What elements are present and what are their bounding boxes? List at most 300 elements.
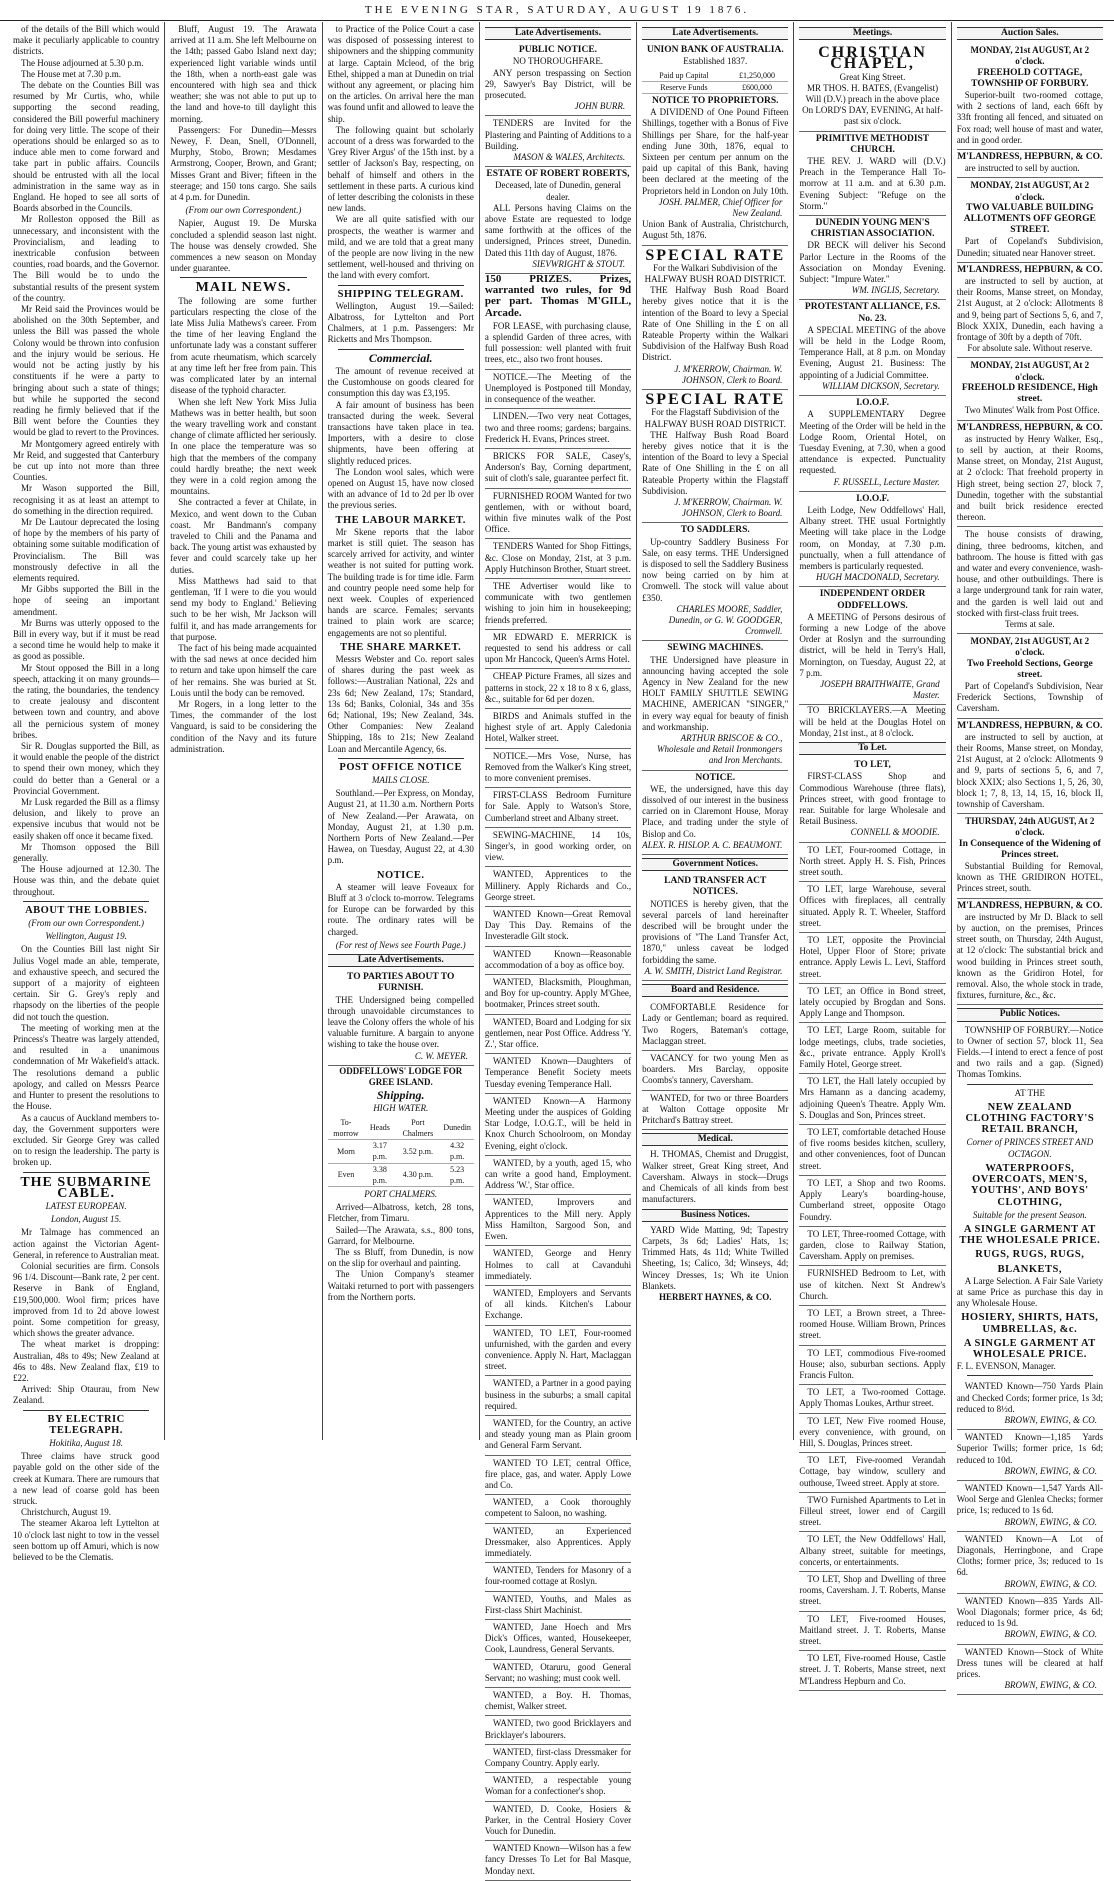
paragraph: Mr Thomson opposed the Bill generally.: [13, 841, 160, 864]
divider: [23, 1410, 149, 1411]
auction-date: THURSDAY, 24th AUGUST, At 2 o'clock.: [965, 816, 1095, 838]
divider: [338, 285, 464, 286]
auction-ad: [957, 814, 1103, 898]
divider: [338, 758, 464, 759]
classified-ad: WANTED, Blacksmith, Ploughman, and Boy for up-country. Apply M'Ghee, bootmaker, Princes street south.: [485, 975, 631, 1015]
paragraph: A fair amount of business has been transacted during the week. Several transactions have taken place in tea. Importers, with a desire to close shipments, have been offering at slightly reduced prices.: [327, 399, 474, 466]
high-water-heading: HIGH WATER.: [373, 1103, 429, 1114]
paragraph: The House adjourned at 5.30 p.m.: [21, 57, 144, 68]
to-let-ad: TO LET, Shop and Dwelling of three rooms, Caversham. J. T. Roberts, Manse street.: [799, 1572, 945, 1612]
paragraph: The wheat market is dropping: Australian, 48s to 49s; New Zealand at 46s to 48s. New Zealand flax, £19 to £22.: [13, 1339, 160, 1383]
ioof-text: A SUPPLEMENTARY Degree Meeting of the Order will be held in the Lodge Room, Oriental Hotel, on Tuesday Evening, at 7.30, when a good attendance is expected. Punctuality requested.: [799, 409, 946, 476]
table-cell: 3.38 p.m.: [364, 1163, 395, 1186]
notice-signature: ALEX. R. HISLOP. A. C. BEAUMONT.: [642, 839, 783, 850]
divider: [338, 349, 464, 350]
auction-title: M'LANDRESS, HEPBURN, & CO.: [957, 152, 1103, 163]
auction-title: M'LANDRESS, HEPBURN, & CO.: [957, 422, 1103, 433]
ymca-text: DR BECK will deliver his Second Parlor Lecture in the Rooms of the Association on Monday Evening. Subject: "Impure Water.": [799, 240, 946, 285]
union-bank-ad: [642, 43, 788, 245]
divider: [23, 1172, 149, 1173]
table-cell: 4.32 p.m.: [440, 1140, 473, 1163]
brown-ewing-ad: [957, 1481, 1103, 1532]
auction-text: are instructed to sell by auction.: [964, 163, 1080, 174]
auction-ad: [957, 527, 1103, 634]
land-transfer-title: LAND TRANSFER ACT NOTICES.: [664, 876, 767, 898]
paragraph: of the details of the Bill which would make it peculiarly applicable to country districts.: [13, 24, 160, 57]
paragraph: to Practice of the Police Court a case was disposed of possessing interest to shipowners and the shipping community at large. Captain Mcleod, of the brig Ethel, shipped a man at Dunedin on trial without any agreement, or placing him on the articles. On arrival here the man was found unfit and allowed to leave the ship.: [327, 24, 474, 124]
board-ad: VACANCY for two young Men as boarders. Mrs Barclay, opposite Coombs's tannery, Caversham.: [642, 1051, 788, 1091]
blankets: BLANKETS,: [997, 1263, 1062, 1275]
table-row: [328, 1117, 474, 1140]
ad-signature: MASON & WALES, Architects.: [513, 152, 626, 163]
auction-text: Part of Copeland's Subdivision, Near Frederick Sections, Township of Caversham.: [956, 680, 1103, 714]
at-the: AT THE: [1014, 1087, 1046, 1098]
paragraph: Mr Lusk regarded the Bill as a flimsy delusion, and likely to prove an expensive incubus that would not be easily shaken off once it became fixed.: [13, 797, 160, 841]
shipping-heading: Shipping.: [376, 1088, 425, 1103]
ad-text: WANTED Known—750 Yards Plain and Checked Cords; former price, 1s 3d; reduced to 8½d.: [956, 1381, 1103, 1414]
protestant-title: PROTESTANT ALLIANCE, F.S. No. 23.: [804, 302, 941, 324]
furnish-ad-title: TO PARTIES ABOUT TO FURNISH.: [347, 972, 455, 994]
column-notices: [637, 22, 794, 1440]
to-let-ad: TO LET, Five-roomed House, Castle street. J. T. Roberts, Manse street, next M'Landress Hepburn and Co.: [799, 1651, 945, 1691]
column-parliament: [8, 22, 165, 1563]
ad-title: ESTATE OF ROBERT ROBERTS,: [486, 169, 630, 180]
public-notices-heading: Public Notices.: [957, 1008, 1103, 1021]
paragraph: Passengers: For Dunedin—Messrs Newey, F. Dean, Snell, O'Donnell, Murphy, Stobo, Brown; Mesdames Armstrong, Cooper, Brown, and Grant; Misses Grant and Biver; fifteen in the steerage; and 150 tons cargo. She sails at 4 p.m. for Dunedin.: [170, 124, 317, 203]
paragraph: Bluff, August 19. The Arawata arrived at 11 a.m. She left Melbourne on the 14th; passed Gabo Island next day; experienced light variable winds until the 18th, when a north-east gale was encountered with high sea and thick weather; she was not able to put up to the land and hove-to till daylight this morning.: [170, 24, 317, 124]
ad-signature: BROWN, EWING, & CO.: [1004, 1414, 1097, 1425]
classified-ad: SEWING-MACHINE, 14 10s, Singer's, in good working order, on view.: [485, 828, 631, 868]
auction-text: are instructed by Mr D. Black to sell by auction, on the premises, Princes street south, on Thursday, 24th August, at 12 o'clock: The substantial brick and wood building in Princes street south, known as the Gridiron Hotel, for removal. Also, the whole stock in trade, fixtures, furniture, &c., &c.: [956, 911, 1103, 1001]
auction-title: In Consequence of the Widening of Princes street.: [958, 838, 1101, 860]
shipping-telegram: Wellington, August 19.—Sailed: Albatross, for Lyttelton and Port Chalmers, at 1 p.m. Passengers: Mr Ricketts and Mrs Thompson.: [327, 300, 474, 345]
table-cell: £1,250,000: [726, 70, 789, 82]
classified-ad: WANTED, by a youth, aged 15, who can write a good hand, Employment. Address 'W.', Star office.: [485, 1156, 631, 1196]
parliament-report: [13, 24, 159, 898]
post-office-notice: Southland.—Per Express, on Monday, August 21, at 11.30 a.m. Northern Ports of New Zealand.—Per Arawata, on Monday, August 21, at 1.30 p.m. Northern Ports of New Zealand.—Per Hawea, on Tuesday, August 22, at 4.30 p.m.: [327, 788, 474, 866]
government-notices-heading: Government Notices.: [642, 858, 788, 871]
ad-subtitle: Deceased, late of Dunedin, general dealer.: [495, 180, 621, 202]
notice-ad: [485, 167, 631, 274]
dissolution-notice: [642, 771, 788, 855]
union-bank-text: A DIVIDEND of One Pound Fifteen Shillings, together with a Bonus of Five Shillings per Share, for the half-year ending June 30th, 1876, equal to Sixteen per centum per annum on the paid up capital of this Bank, having been declared at the meeting of the Proprietors held in London on July 10th.: [642, 107, 789, 196]
waterproofs: WATERPROOFS, OVERCOATS, MEN'S, YOUTHS', AND BOYS' CLOTHING,: [970, 1162, 1089, 1208]
furnish-ad-signature: C. W. MEYER.: [414, 1050, 468, 1061]
land-transfer-text: NOTICES is hereby given, that the several parcels of land hereinafter described will be brought under the provisions of "The Land Transfer Act, 1870," unless caveat be lodged forbidding the same.: [642, 898, 789, 965]
ad-signature: BROWN, EWING, & CO.: [1004, 1465, 1097, 1476]
auction-title: Two Freehold Sections, George street.: [966, 658, 1093, 680]
to-let-heading: To Let.: [799, 742, 945, 755]
commercial-heading: Commercial.: [368, 350, 433, 365]
classified-ad: WANTED, a Partner in a good paying business in the suburbs; a small capital required.: [485, 1376, 631, 1416]
auction-date: MONDAY, 21st AUGUST, At 2 o'clock.: [970, 360, 1090, 382]
special-rate-title: SPECIAL RATE: [645, 246, 786, 264]
mails-close-subheading: MAILS CLOSE.: [371, 775, 430, 785]
local-news: [328, 24, 474, 282]
saddlers-text: Up-country Saddlery Business For Sale, on easy terms. THE Undersigned is disposed to sell the Saddlery Business now being carried on by him at Cromwell. The stock will value about £350.: [642, 536, 789, 603]
furnish-ad-text: THE Undersigned being compelled through unavoidable circumstances to leave the Colony offers the whole of his valuable furniture. A bargain to anyone wishing to take the house over.: [327, 994, 474, 1050]
auction-ad: [957, 178, 1103, 262]
to-let-ad: TO LET, the Hall lately occupied by Mrs Hamann as a dancing academy, adjoining Queen's Theatre. Apply Wm. S. Douglas and Son, Princes street.: [799, 1074, 945, 1125]
auction-text: are instructed to sell by auction, at their Rooms, Manse street, on Monday, 21st August, at 2 o'clock: Allotments 9 and 9, parts of sections 5, 6, and 7, block XXIX; also Sections 1, 5, 26, 30, block 1; 7, 8, 13, 14, 15, 16, block II, township of Caversham.: [956, 731, 1103, 809]
auction-sales-heading: Auction Sales.: [957, 27, 1103, 40]
ad-text: WANTED Known—1,185 Yards Superior Twills; former price, 1s 6d; reduced to 10d.: [956, 1432, 1103, 1465]
auction-text: Superior-built two-roomed cottage, with 2 sections of land, each 66ft by 33ft fronting all fenced, and situated on Fox road; well house of mast and water, and in good order.: [956, 90, 1103, 145]
auction-terms: Terms at sale.: [1005, 618, 1055, 629]
share-market-report: Messrs Webster and Co. report sales of shares during the past week as follows:—Australian National, 22s and 23s 6d; New Zealand, 17s; Standard, 13s 6d; Banks, Colonial, 34s and 35s 6d; National, 19s; New Zealand, 34s. Other Companies: New Zealand Shipping, 18s to 21s; New Zealand Loan and Mercantile Agency, 6s.: [327, 653, 474, 754]
commercial-report: [328, 366, 474, 512]
saddlers-title: TO SADDLERS.: [680, 525, 750, 536]
paragraph: Mr Reid said the Provinces would be abolished on the 30th September, and unless the Bill was passed the whole Colony would be thrown into confusion and the injury would be serious. He would not be acting justly by his constituents if he were a party to bringing about such a state of things; but while he supported the second reading he firmly believed that if the Bill went before the Counties they would be glad to revert to the Provinces.: [13, 304, 160, 438]
special-rate-walkari: [642, 246, 788, 390]
lobbies-report: [13, 944, 159, 1168]
ad-signature: JOHN BURR.: [574, 101, 626, 112]
to-let-ad: TO LET, an Office in Bond street, lately occupied by Brogdan and Sons. Apply Lange and Thompson.: [799, 984, 945, 1024]
land-transfer-signature: A. W. SMITH, District Land Registrar.: [644, 965, 783, 976]
paragraph: Mr Gibbs supported the Bill in the hope of seeing an important amendment.: [13, 584, 160, 617]
ad-text: WANTED Known—Stock of White Dress tunes will be cleared at half prices.: [956, 1646, 1103, 1680]
cable-dateline: London, August 15.: [50, 1214, 122, 1225]
notice-text: WE, the undersigned, have this day dissolved of our interest in the business carried on in Claremont House, Moray Place, and trading under the style of Bislop and Co.: [642, 783, 789, 839]
divider: [23, 901, 149, 902]
ad-signature: BROWN, EWING, & CO.: [1004, 1680, 1097, 1691]
furnish-ad: [328, 970, 474, 1066]
auction-title: FREEHOLD COTTAGE, TOWNSHIP OF FORBURY.: [971, 67, 1089, 89]
auction-title: TWO VALUABLE BUILDING ALLOTMENTS OFF GEORGE STREET.: [963, 202, 1096, 236]
paragraph: Mr De Lautour deprecated the losing of hope by the members of his party of obtaining some suitable modification of Provincialism. The Bill was monstrously defective in all the elements required.: [13, 516, 160, 583]
auction-title: FREEHOLD RESIDENCE, High street.: [961, 382, 1098, 405]
classified-ad: WANTED Known—Great Removal Day This Day. Remains of the Investeradle Gilt stock.: [485, 907, 631, 947]
table-row: [642, 70, 788, 82]
ad-text: ALL Persons having Claims on the above Estate are requested to lodge same forthwith at the offices of the undersigned, Princes street, Dunedin. Dated this 11th day of August, 1876.: [484, 202, 632, 258]
primitive-methodist-ad: [799, 132, 945, 216]
union-bank-notice: NOTICE TO PROPRIETORS.: [652, 96, 779, 107]
union-bank-date: Union Bank of Australia, Christchurch, August 5th, 1876.: [642, 219, 789, 241]
classified-ad: NOTICE.—Mrs Vose, Nurse, has Removed from the Walker's King street, to more convenient premises.: [485, 749, 631, 789]
classified-ad: BRICKS FOR SALE, Casey's, Anderson's Bay, Corning department, suit of cloth's sale, guarantee perfect fit.: [485, 449, 631, 489]
paragraph: On the Counties Bill last night Sir Julius Vogel made an able, temperate, and exhaustive speech, and secured the support of a majority of eighteen certain. Sir G. Grey's reply and rhapsody on the liberties of the people did not touch the question.: [13, 944, 160, 1022]
ioof-text: Leith Lodge, New Oddfellows' Hall, Albany street. THE usual Fortnightly Meeting will take place in the Lodge room, on Monday, at 7.30 p.m. punctually, when a full attendance of members is particularly requested.: [799, 504, 946, 571]
paragraph: Mr Rolleston opposed the Bill as unnecessary, and inconsistent with the Provincialism, and leading to inextricable confusion between counties, road boards, and the Governor. The Bill would be to undo the substantial results of the present system of the country.: [13, 214, 160, 303]
classified-ad: WANTED, George and Henry Holmes to call at Cavanduhi immediately.: [485, 1246, 631, 1286]
ymca-signature: WM. INGLIS, Secretary.: [851, 285, 940, 296]
classified-ad: WANTED, two good Bricklayers and Bricklayer's labourers.: [485, 1716, 631, 1744]
ioof-leith-ad: [799, 492, 945, 588]
primitive-title: PRIMITIVE METHODIST CHURCH.: [815, 133, 930, 155]
sewing-text: THE Undersigned have pleasure in announcing having accepted the sole Agency in New Zealand for the new HOLT FAMILY SHUTTLE SEWING MACHINE, AMERICAN "SINGER," in every way equal for beauty of finish and workmanship.: [642, 654, 789, 732]
board-ads: [642, 1000, 788, 1130]
auction-text: are instructed to sell by auction, at their Rooms, Manse street, on Monday, 21st August, at 2 o'clock: Allotments 8 and 9, being part of Sections 5, 6, and 7, Block XXIX, Dunedin, each having a frontage of 30ft by a depth of 70ft.: [956, 276, 1103, 343]
to-let-ad: TWO Furnished Apartments to Let in Filleul street, lower end of Cargill street.: [799, 1493, 945, 1533]
paragraph: As a caucus of Auckland members to-day, the Government supporters were excluded. Sir George Grey was called on to resign the leadership. The party is broken up.: [13, 1112, 160, 1168]
union-bank-capital: [642, 70, 788, 94]
classified-ad: FOR LEASE, with purchasing clause, a splendid Garden of three acres, with full possession: well planted with fruit trees, etc., also two front houses.: [485, 319, 631, 370]
notice-ad: [485, 116, 631, 167]
paragraph: Mr Wason supported the Bill, recognising it as at least an attempt to do something in the direction required.: [13, 483, 160, 516]
own-correspondent: (From our own Correspondent.): [185, 205, 302, 216]
brown-ewing-ad: [957, 1430, 1103, 1481]
classified-ad: WANTED, Apprentices to the Millinery. Apply Richards and Co., George street.: [485, 867, 631, 907]
classified-ad: WANTED, Board and Lodging for six gentlemen, near Post Office. Address 'Y. Z.', Star office.: [485, 1015, 631, 1055]
classified-ad: WANTED, Jane Hoech and Mrs Dick's Offices, wanted, Housekeeper, Cook, Laundress, General Servants.: [485, 1620, 631, 1660]
column-news: [165, 22, 322, 1440]
auction-title: M'LANDRESS, HEPBURN, & CO.: [957, 720, 1103, 731]
column-auctions: [952, 22, 1108, 1691]
suitable-season: Suitable for the present Season.: [972, 1209, 1087, 1220]
single-garment-2: A SINGLE GARMENT AT WHOLESALE PRICE.: [963, 1337, 1096, 1360]
special-rate-text: THE Halfway Bush Road Board hereby gives notice that it is the intention of the Board to levy a Special Rate of One Shilling in the £ on all Rateable Property within the Walkari Subdivision of the Halfway Bush Road District.: [642, 285, 789, 363]
lobbies-dateline: Wellington, August 19.: [45, 931, 127, 942]
ioof-title: I.O.O.F.: [856, 398, 889, 409]
sewing-title: SEWING MACHINES.: [667, 643, 764, 654]
classified-ad: WANTED, a Boy. H. Thomas, chemist, Walker street.: [485, 1688, 631, 1716]
auction-ad: [957, 150, 1103, 178]
paragraph: She contracted a fever at Chilate, in Mexico, and went down to the Cuban coast. Mr Bandmann's company traveled to Chili and the Panama and back. The young artist was exhausted by fever and could scarcely take up her duties.: [170, 497, 317, 575]
classified-ad: WANTED, Otaruru, good General Servant; no washing; must cook well.: [485, 1660, 631, 1688]
table-row: [328, 1140, 474, 1163]
brown-ewing-ad: [957, 1594, 1103, 1645]
ad-text: WANTED Known—A Lot of Diagonals, Herringbone, and Crape Cloths; former price, 3s; reduced to 1s 6d.: [956, 1533, 1103, 1578]
notice-title: NOTICE.: [695, 772, 736, 783]
special-rate-subtitle: For the Flagstaff Subdivision of the HALFWAY BUSH ROAD DISTRICT.: [644, 407, 786, 429]
bluff-report: [170, 24, 316, 203]
ioof-title: I.O.O.F.: [856, 493, 889, 504]
classified-ad: WANTED Known—Reasonable accommodation of a boy as office boy.: [485, 947, 631, 975]
classified-ad: WANTED, Tenders for Masonry of a four-roomed cottage at Roslyn.: [485, 1563, 631, 1591]
telegraph-heading: BY ELECTRIC TELEGRAPH.: [47, 1413, 125, 1436]
ioof-ad: [799, 396, 945, 492]
ymca-ad: [799, 216, 945, 300]
special-rate-subtitle: For the Walkari Subdivision of the HALFWAY BUSH ROAD DISTRICT.: [644, 262, 786, 285]
to-let-ad: TO LET, large Warehouse, several Offices with fireplaces, all centrally situated. Apply R. T. Wheeler, Stafford street.: [799, 882, 945, 933]
auction-date: MONDAY, 21st AUGUST, At 2 o'clock.: [970, 45, 1090, 67]
board-residence-heading: Board and Residence.: [642, 984, 788, 997]
labour-market-report: Mr Skene reports that the labor market is still quiet. The season has scarcely arrived for activity, and winter weather is not suited for putting work. The building trade is for time idle. Farm and country people need some help for next week. Couples of experienced hands are scarce. Females; servants trained to plain work are scarce; engagements are not so plentiful.: [327, 526, 474, 638]
paragraph: The debate on the Counties Bill was resumed by Mr Curtis, who, while supporting the second reading, considered the Bill powerful machinery for doing very little. The scope of their operations should be enlarged so as to induce able men to come forward and take part in public affairs. Councils should be entrusted with all the local administration in the same way as in England. He hoped to see all sorts of Boards absorbed in the Councils.: [13, 80, 160, 214]
business-ad: YARD Wide Matting, 9d; Tapestry Carpets, 3s 6d; Ladies' Hats, 1s; Trimmed Hats, 4s 11d; White Twilled Sheeting, 1s; Calico, 3d; Winseys, 4d; Wincey Dresses, 1s; Wh ite Union Blankets.: [642, 1224, 789, 1291]
auction-ad: [957, 719, 1103, 815]
ioof-signature: HUGH MACDONALD, Secretary.: [816, 572, 940, 583]
notice-ad: [485, 43, 631, 116]
classified-ad: WANTED, TO LET, Four-roomed unfurnished, with the garden and every convenience. Apply N. Hart, Maclaggan street.: [485, 1326, 631, 1377]
board-ad: WANTED, for two or three Boarders at Walton Cottage opposite Mr Pritchard's Battray street.: [642, 1091, 788, 1131]
port-chalmers-report: [328, 1202, 474, 1303]
paragraph: The House met at 7.30 p.m.: [21, 68, 121, 79]
classified-ad: WANTED, Improvers and Apprentices to the Mill nery. Apply Miss Hamilton, Sargood Son, and Ewen.: [485, 1195, 631, 1246]
late-advertisements-heading: Late Advertisements.: [642, 27, 788, 40]
union-bank-established: Established 1837.: [683, 56, 748, 67]
classified-ad: FIRST-CLASS Bedroom Furniture for Sale. Apply to Watson's Store, Cumberland street and Albany street.: [485, 788, 631, 828]
manager-signature: F. L. EVENSON, Manager.: [956, 1361, 1056, 1372]
paragraph: The fact of his being made acquainted with the sad news at once decided him to return and take upon himself the care of her remains. She was buried at St. Louis until the body can be removed.: [170, 642, 317, 698]
auction-text: Substantial Building for Removal, known as THE GRIDIRON HOTEL, Princes street, south.: [956, 861, 1103, 894]
rugs: RUGS, RUGS, RUGS,: [975, 1249, 1085, 1261]
lobbies-subheading: (From our own Correspondent.): [28, 918, 145, 929]
chapel-text: MR THOS. H. BATES, (Evangelist) Will (D.V.) preach in the above place On LORD'S DAY, EVENING, At half-past six o'clock.: [802, 82, 943, 127]
primitive-text: THE REV. J. WARD will (D.V.) Preach in the Temperance Hall To-morrow at 11 a.m. and at 6.30 p.m. Evening Subject: "Refuge on the Storm.": [799, 156, 946, 211]
paragraph: When she left New York Miss Julia Mathews was in better health, but soon the weary travelling work and constant change of climate afflicted her seriously. In one place the temperature was so high that the members of the company could hardly breathe; the next week they were in a cold region among the mountains.: [170, 396, 317, 497]
board-ad: COMFORTABLE Residence for Lady or Gentleman; board as required. Two Rogers, Bateman's cottage, Maclaggan street.: [642, 1000, 788, 1051]
paragraph: We are all quite satisfied with our prospects, the weather is warmer and mild, and we are told that a great many of the people are now living in the new settlement, well-housed and thriving on the land with every comfort.: [327, 214, 474, 281]
classified-ad: FURNISHED ROOM Wanted for two gentlemen, with or without board, within five minutes walk of the Post Office.: [485, 489, 631, 540]
auction-date: MONDAY, 21st AUGUST, At 2 o'clock.: [970, 636, 1090, 658]
notice-text: A steamer will leave Foveaux for Bluff at 3 o'clock to-morrow. Telegrams for Europe can be forwarded by this route. The ordinary rates will be charged.: [327, 881, 474, 937]
classified-ad: THE Advertiser would like to communicate with two gentlemen wishing to join him in housekeeping; friends preferred.: [485, 579, 631, 630]
to-let-ad: TO LET, commodious Five-roomed House; also, suburban sections. Apply Francis Fulton.: [799, 1346, 945, 1386]
cable-subheading: LATEST EUROPEAN.: [45, 1200, 127, 1211]
ymca-title: DUNEDIN YOUNG MEN'S CHRISTIAN ASSOCIATION.: [810, 218, 935, 240]
high-water-table: [328, 1117, 474, 1187]
special-rate-signature: J. M'KERROW, Chairman. W. JOHNSON, Clerk to Board.: [674, 363, 783, 385]
table-cell: Port Chalmers: [395, 1117, 440, 1140]
brown-ewing-ad: [957, 1645, 1103, 1696]
ad-text: ANY person trespassing on Section 29, Sawyer's Bay District, will be prosecuted.: [484, 67, 632, 101]
submarine-cable-heading: THE SUBMARINE CABLE.: [20, 1174, 152, 1201]
forbury-notice: TOWNSHIP OF FORBURY.—Notice to Owner of section 57, block 11, Sea Fields.—I intend to erect a fence of post and two rails and a gap. (Signed) Thomas Tomkins.: [956, 1024, 1103, 1080]
mail-news-heading: MAIL NEWS.: [195, 280, 292, 296]
paragraph: The following are some further particulars respecting the close of the late Miss Julia Mathews's career. From the time of her leaving England the unfortunate lady was a constant sufferer from acute rheumatism, which scarcely at any time left her free from pain. This was complicated later by an internal disease of the typhoid character.: [170, 295, 317, 396]
chapel-subtitle: Great King Street.: [839, 71, 906, 82]
paragraph: Sir R. Douglas supported the Bill, as it would enable the people of the district to spend their own money, which they could do better than a General or a Provincial Government.: [13, 741, 160, 796]
independent-text: A MEETING of Persons desirous of forming a new Lodge of the above Order at Roslyn and the surrounding district, will be held in Terry's Hall, Mornington, on Tuesday, August 22, at 7 p.m.: [799, 611, 946, 678]
protestant-alliance-ad: [799, 300, 945, 396]
classified-ad: WANTED, a Cook thoroughly competent to Saloon, no washing.: [485, 1495, 631, 1523]
auction-date: MONDAY, 21st AUGUST, At 2 o'clock.: [970, 180, 1090, 202]
to-let-ad: TO LET, New Five roomed House, every convenience, with ground, on Hill, S. Douglas, Princes street.: [799, 1414, 945, 1454]
ad-signature: BROWN, EWING, & CO.: [1004, 1516, 1097, 1527]
to-let-ad: TO LET, comfortable detached House of five rooms besides kitchen, scullery, and other conveniences, foot of Duncan street.: [799, 1125, 945, 1176]
christian-chapel-ad: [799, 43, 945, 131]
to-let-ad: TO LET, a Two-roomed Cottage. Apply Thomas Loukes, Arthur street.: [799, 1385, 945, 1413]
auction-title: M'LANDRESS, HEPBURN, & CO.: [957, 900, 1103, 911]
ad-title: PUBLIC NOTICE.: [518, 45, 598, 56]
divider: [967, 1375, 1093, 1376]
share-market-heading: THE SHARE MARKET.: [340, 641, 462, 653]
brown-ewing-ads: [957, 1379, 1103, 1695]
paragraph: Mr Stout opposed the Bill in a long speech, attacking it on many grounds—the rating, the boundaries, the tendency to create jealousy and discontent between town and country, and above all the pernicious system of money bribes.: [13, 662, 160, 740]
to-let-title: TO LET,: [854, 760, 891, 771]
paragraph: Christchurch, August 19.: [21, 1507, 111, 1518]
business-notices-heading: Business Notices.: [642, 1209, 788, 1222]
paragraph: Miss Matthews had said to that gentleman, 'If I were to die you would send my body to England.' Believing such to be her wish, Mr Jackson will fulfil it, and has made arrangements for that purpose.: [170, 575, 317, 642]
classified-ad: WANTED, Employers and Servants of all kinds. Kitchen's Labour Exchange.: [485, 1286, 631, 1326]
fourth-page-note: (For rest of News see Fourth Page.): [335, 939, 466, 950]
table-cell: Dunedin: [440, 1117, 473, 1140]
classified-ads: [485, 319, 631, 1881]
classified-ad: TENDERS Wanted for Shop Fittings, &c. Close on Monday, 21st, at 3 p.m. Apply Hutchinson Brother, Stuart street.: [485, 539, 631, 579]
paragraph: Three claims have struck good payable gold on the other side of the creek at Kumara. There are rumours that a new lead of coarse gold has been struck.: [13, 1451, 160, 1506]
table-cell: 4.30 p.m.: [395, 1163, 440, 1186]
notice-heading: NOTICE.: [376, 869, 425, 881]
auction-ad: [957, 43, 1103, 150]
to-let-ad: TO LET, Four-roomed Cottage, in North street. Apply H. S. Fish, Princes street south.: [799, 843, 945, 883]
to-let-ad: TO LET, a Shop and two Rooms. Apply Leary's boarding-house, Cumberland street, opposite Otago Foundry.: [799, 1176, 945, 1227]
paragraph: The meeting of working men at the Princess's Theatre was largely attended, and resulted in a unanimous condemnation of Mr Wakefield's attack. The resolutions demand a public apology, and called on Messrs Pearce and Hunter to present the resolutions to the House.: [13, 1022, 160, 1112]
classified-ad: WANTED Known—A Harmony Meeting under the auspices of Golding Star Lodge, I.O.G.T., will be held in Knox Church Schoolroom, on Monday Evening, eight o'clock.: [485, 1094, 631, 1156]
sewing-machines-ad: [642, 641, 788, 770]
saddlers-signature: CHARLES MOORE, Saddler, Dunedin, or G. W. GOODGER, Cromwell.: [668, 603, 783, 637]
paragraph: The Union Company's steamer Waitaki returned to port with passengers from the Northern ports.: [327, 1269, 474, 1302]
masthead-title: THE EVENING STAR, SATURDAY, AUGUST 19 1876.: [364, 4, 750, 16]
classified-ad: WANTED, for the Country, an active and steady young man as Plain groom and General Farm Servant.: [485, 1416, 631, 1456]
paragraph: The ss Bluff, from Dunedin, is now on the slip for overhaul and painting.: [327, 1246, 474, 1269]
classified-ad: BIRDS and Animals stuffed in the highest style of art. Apply Caledonia Hotel, Walker street.: [485, 709, 631, 749]
column-meetings: [794, 22, 951, 1686]
table-cell: Paid up Capital: [642, 70, 726, 82]
table-cell: Heads: [364, 1117, 395, 1140]
to-let-ad: FURNISHED Bedroom to Let, with use of kitchen. Next St Andrew's Church.: [799, 1266, 945, 1306]
port-chalmers-heading: PORT CHALMERS.: [364, 1188, 438, 1199]
mail-news-report: [170, 296, 316, 755]
cable-report: [13, 1227, 159, 1406]
auction-ad: [957, 263, 1103, 359]
large-selection: A Large Selection. A Fair Sale Variety at same Price as purchase this day in any Wholesale House.: [956, 1275, 1103, 1309]
brown-ewing-ad: [957, 1532, 1103, 1594]
to-let-ads: [799, 843, 945, 1691]
ad-signature: BROWN, EWING, & CO.: [1004, 1629, 1097, 1640]
saddlers-ad: [642, 523, 788, 641]
classified-ad: WANTED, a respectable young Woman for a confectioner's shop.: [485, 1773, 631, 1801]
auction-text: Part of Copeland's Subdivision, Dunedin; situated near Hanover street.: [956, 236, 1103, 258]
divider: [180, 277, 306, 278]
special-rate-title: SPECIAL RATE: [645, 391, 786, 409]
notice-ads: [485, 43, 631, 274]
union-bank-signature: JOSH. PALMER, Chief Officer for New Zealand.: [658, 196, 783, 219]
prizes-ad: 150 PRIZES. Prizes, warranted two rules, for 9d per part. Thomas M'GILL, Arcade.: [484, 273, 632, 319]
classified-ad: WANTED, first-class Dressmaker for Company Country. Apply early.: [485, 1745, 631, 1773]
auction-ad: [957, 358, 1103, 420]
shipping-telegram-heading: SHIPPING TELEGRAM.: [337, 288, 464, 300]
union-bank-title: UNION BANK OF AUSTRALIA.: [646, 45, 784, 56]
table-cell: 3.17 p.m.: [364, 1140, 395, 1163]
paragraph: Mr Rogers, in a long letter to the Times, the commander of the lost Vanguard, is said to be considering the condition of the Navy and its future administration.: [170, 698, 317, 754]
table-row: [328, 1163, 474, 1186]
meetings-heading: Meetings.: [799, 27, 945, 40]
napier-report: Napier, August 19. De Murska concluded a splendid season last night. The house was densely crowded. She commences a new season on Monday under guarantee.: [170, 218, 317, 274]
classified-ad: WANTED TO LET, central Office, fire place, gas, and water. Apply Lowe and Co.: [485, 1456, 631, 1496]
table-cell: Even: [328, 1163, 365, 1186]
table-cell: Morn: [328, 1140, 365, 1163]
classified-ad: WANTED Known—Daughters of Temperance Benefit Society meets Tuesday evening Temperance Hall.: [485, 1054, 631, 1094]
auction-ad: [957, 899, 1103, 1006]
paragraph: Mr Montgomery agreed entirely with Mr Reid, and suggested that Canterbury be cut up into not more than three Counties.: [13, 438, 160, 483]
table-cell: Reserve Funds: [642, 81, 726, 93]
oddfellows-notice: ODDFELLOWS' LODGE FOR GREE ISLAND.: [339, 1065, 463, 1088]
ad-text: WANTED Known—1,547 Yards All-Wool Serge and Glenlea Checks; former price, 1s; reduced to 1s 6d.: [956, 1482, 1103, 1516]
medical-heading: Medical.: [642, 1133, 788, 1146]
paragraph: The following quaint but scholarly account of a dress was forwarded to the 'Grey River Argus' of the 15th inst. by a settler of Jackson's Bay, respecting, on behalf of himself and others in the settlement in these parts. A curious kind of letter describing the colonists in these new lands.: [327, 124, 474, 214]
sewing-signature: ARTHUR BRISCOE & CO., Wholesale and Retail Ironmongers and Iron Merchants.: [657, 732, 783, 766]
auction-text: Two Minutes' Walk from Post Office.: [964, 405, 1100, 416]
business-signature: HERBERT HAYNES, & CO.: [659, 1291, 772, 1302]
single-garment: A SINGLE GARMENT AT THE WHOLESALE PRICE.: [959, 1223, 1101, 1247]
classified-ad: WANTED, D. Cooke, Hosiers & Parker, in the Central Hosiery Cover Vouch for Dunedin.: [485, 1802, 631, 1842]
late-advertisements-heading: Late Advertisements.: [328, 954, 474, 967]
classified-ad: WANTED, Youths, and Males as First-class Shirt Machinist.: [485, 1592, 631, 1620]
divider: [967, 1084, 1093, 1085]
telegraph-dateline: Hokitika, August 18.: [49, 1437, 124, 1448]
ad-signature: SIEVWRIGHT & STOUT.: [532, 258, 626, 269]
independent-signature: JOSEPH BRAITHWAITE, Grand Master.: [820, 678, 940, 701]
table-cell: To-morrow: [328, 1117, 365, 1140]
land-transfer-ad: [642, 874, 788, 981]
protestant-text: A SPECIAL MEETING of the above will be held in the Lodge Room, Temperance Hall, at 8 p.m. on Monday Evening, August 21. Business: The appointing of a Judicial Committee.: [799, 324, 946, 380]
table-row: [642, 81, 788, 93]
clothing-factory-corner: Corner of PRINCES STREET AND OCTAGON.: [966, 1137, 1094, 1159]
paragraph: Arrived—Albatross, ketch, 28 tons, Fletcher, from Timaru.: [327, 1202, 474, 1224]
to-let-ad: TO LET, Five-roomed Verandah Cottage, bay window, scullery and outhouse, Tweed street. Apply at store.: [799, 1453, 945, 1493]
independent-title: INDEPENDENT ORDER ODDFELLOWS.: [819, 589, 926, 611]
